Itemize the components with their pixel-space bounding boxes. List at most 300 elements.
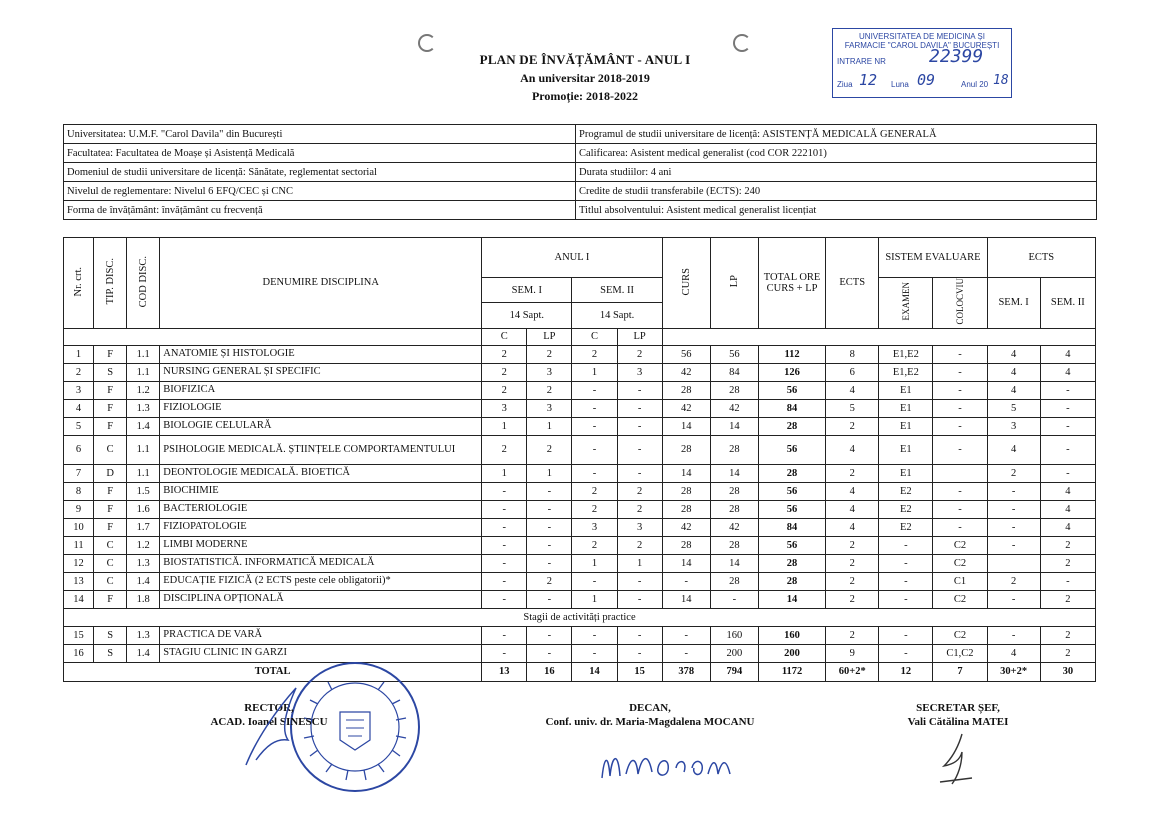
info-row xyxy=(64,163,1097,182)
practice-section-label: Stagii de activități practice xyxy=(64,608,1096,626)
row-tip: S xyxy=(94,363,127,381)
row-colocviu: C2 xyxy=(933,590,987,608)
total-examen: 12 xyxy=(879,662,933,681)
row-colocviu xyxy=(933,464,987,482)
row-ects-sem2: 2 xyxy=(1040,536,1095,554)
row-ects-sem1: 4 xyxy=(987,644,1040,662)
row-c1: - xyxy=(482,590,527,608)
row-c2: - xyxy=(572,644,617,662)
row-ects-sem2: - xyxy=(1040,381,1095,399)
row-examen: E1 xyxy=(879,464,933,482)
row-lp: 14 xyxy=(710,554,758,572)
row-name: FIZIOPATOLOGIE xyxy=(160,518,482,536)
row-ects-sem1: 4 xyxy=(987,363,1040,381)
row-lp1: - xyxy=(527,500,572,518)
row-ects-sem2: 2 xyxy=(1040,590,1095,608)
row-curs: 56 xyxy=(662,345,710,363)
page-title: PLAN DE ÎNVĂȚĂMÂNT - ANUL I xyxy=(479,52,691,67)
row-name: STAGIU CLINIC IN GARZI xyxy=(160,644,482,662)
row-lp1: - xyxy=(527,554,572,572)
row-name: ANATOMIE ȘI HISTOLOGIE xyxy=(160,345,482,363)
row-ects-sem1: - xyxy=(987,536,1040,554)
row-curs: 14 xyxy=(662,417,710,435)
academic-year: An universitar 2018-2019 xyxy=(520,71,650,85)
col-cod: COD DISC. xyxy=(127,238,160,329)
practice-section xyxy=(64,608,1096,626)
row-c1: 1 xyxy=(482,464,527,482)
row-lp2: 2 xyxy=(617,345,662,363)
row-ects: 4 xyxy=(826,500,879,518)
promotion: Promoție: 2018-2022 xyxy=(531,89,639,103)
row-tip: C xyxy=(94,554,127,572)
row-ects-sem1: - xyxy=(987,518,1040,536)
row-ects: 8 xyxy=(826,345,879,363)
row-curs: 28 xyxy=(662,536,710,554)
row-colocviu: - xyxy=(933,435,987,464)
dean-signature-block xyxy=(530,702,770,728)
row-c1: - xyxy=(482,500,527,518)
row-name: BIOSTATISTICĂ. INFORMATICĂ MEDICALĂ xyxy=(160,554,482,572)
row-lp2: - xyxy=(617,464,662,482)
row-ects-sem1: - xyxy=(987,500,1040,518)
row-lp1: - xyxy=(527,536,572,554)
row-tip: F xyxy=(94,500,127,518)
row-c1: - xyxy=(482,644,527,662)
info-program: Programul de studii universitare de licență: ASISTENȚĂ MEDICALĂ GENERALĂ xyxy=(576,125,1097,144)
row-ects-sem2: 2 xyxy=(1040,644,1095,662)
row-curs: 14 xyxy=(662,554,710,572)
row-lp1: - xyxy=(527,644,572,662)
row-nr: 11 xyxy=(64,536,94,554)
table-row xyxy=(64,417,1096,435)
col-weeks1: 14 Sapt. xyxy=(482,303,572,328)
table-row xyxy=(64,536,1096,554)
row-cod: 1.2 xyxy=(127,536,160,554)
table-row xyxy=(64,345,1096,363)
col-ects-group: ECTS xyxy=(987,238,1095,278)
dean-name: Conf. univ. dr. Maria-Magdalena MOCANU xyxy=(545,716,755,728)
row-c1: 2 xyxy=(482,435,527,464)
row-tip: F xyxy=(94,399,127,417)
col-name: DENUMIRE DISCIPLINA xyxy=(160,238,482,329)
row-colocviu: - xyxy=(933,345,987,363)
row-cod: 1.3 xyxy=(127,554,160,572)
row-ects-sem1: 2 xyxy=(987,464,1040,482)
row-colocviu: C1 xyxy=(933,572,987,590)
row-lp1: - xyxy=(527,590,572,608)
row-c1: - xyxy=(482,572,527,590)
curriculum-table xyxy=(63,237,1096,682)
col-colocviu: COLOCVIU xyxy=(933,278,987,329)
row-c2: - xyxy=(572,626,617,644)
col-examen: EXAMEN xyxy=(879,278,933,329)
row-lp: 28 xyxy=(710,381,758,399)
info-row xyxy=(64,144,1097,163)
row-c2: - xyxy=(572,417,617,435)
row-lp: 28 xyxy=(710,482,758,500)
row-ects: 2 xyxy=(826,590,879,608)
row-total: 84 xyxy=(758,399,825,417)
total-label: TOTAL xyxy=(64,662,482,681)
row-name: DISCIPLINA OPȚIONALĂ xyxy=(160,590,482,608)
row-examen: E1 xyxy=(879,399,933,417)
row-colocviu: - xyxy=(933,518,987,536)
row-cod: 1.3 xyxy=(127,399,160,417)
row-colocviu: - xyxy=(933,417,987,435)
row-ects: 2 xyxy=(826,417,879,435)
table-row xyxy=(64,500,1096,518)
row-colocviu: - xyxy=(933,381,987,399)
row-name: BIOLOGIE CELULARĂ xyxy=(160,417,482,435)
row-examen: E2 xyxy=(879,500,933,518)
col-year: ANUL I xyxy=(482,238,663,278)
row-cod: 1.6 xyxy=(127,500,160,518)
table-row xyxy=(64,435,1096,464)
stamp-month-label: Luna xyxy=(891,80,909,89)
table-row xyxy=(64,572,1096,590)
stamp-year-label: Anul 20 xyxy=(961,80,989,89)
row-total: 28 xyxy=(758,464,825,482)
info-row xyxy=(64,182,1097,201)
row-ects-sem2: 4 xyxy=(1040,363,1095,381)
row-ects-sem2: - xyxy=(1040,464,1095,482)
info-title: Titlul absolventului: Asistent medical generalist licențiat xyxy=(576,201,1097,220)
info-credits: Credite de studii transferabile (ECTS): 240 xyxy=(576,182,1097,201)
row-examen: E1 xyxy=(879,381,933,399)
total-colocviu: 7 xyxy=(933,662,987,681)
row-lp: 28 xyxy=(710,572,758,590)
table-row xyxy=(64,644,1096,662)
table-row xyxy=(64,381,1096,399)
col-c1: C xyxy=(482,328,527,345)
row-c1: - xyxy=(482,554,527,572)
row-lp1: 2 xyxy=(527,381,572,399)
row-lp2: - xyxy=(617,572,662,590)
punch-hole-left xyxy=(418,34,436,52)
row-cod: 1.1 xyxy=(127,345,160,363)
row-c2: 2 xyxy=(572,500,617,518)
col-lp1: LP xyxy=(527,328,572,345)
row-total: 56 xyxy=(758,500,825,518)
row-cod: 1.1 xyxy=(127,464,160,482)
info-level: Nivelul de reglementare: Nivelul 6 EFQ/CEC și CNC xyxy=(64,182,576,201)
row-total: 28 xyxy=(758,554,825,572)
row-lp: 160 xyxy=(710,626,758,644)
row-tip: S xyxy=(94,626,127,644)
rector-name: ACAD. Ioanel SINESCU xyxy=(210,716,328,728)
info-faculty: Facultatea: Facultatea de Moașe și Asistență Medicală xyxy=(64,144,576,163)
row-nr: 12 xyxy=(64,554,94,572)
stamp-number: 22399 xyxy=(929,46,984,67)
row-c1: 2 xyxy=(482,381,527,399)
row-cod: 1.7 xyxy=(127,518,160,536)
row-nr: 4 xyxy=(64,399,94,417)
row-ects-sem2: - xyxy=(1040,435,1095,464)
row-total: 28 xyxy=(758,572,825,590)
row-total: 84 xyxy=(758,518,825,536)
row-ects-sem1: 5 xyxy=(987,399,1040,417)
row-ects-sem1: 3 xyxy=(987,417,1040,435)
document-header xyxy=(420,52,750,104)
row-cod: 1.4 xyxy=(127,417,160,435)
row-lp1: - xyxy=(527,626,572,644)
row-colocviu: C1,C2 xyxy=(933,644,987,662)
row-lp1: 3 xyxy=(527,363,572,381)
info-duration: Durata studiilor: 4 ani xyxy=(576,163,1097,182)
info-university: Universitatea: U.M.F. "Carol Davila" din București xyxy=(64,125,576,144)
row-nr: 3 xyxy=(64,381,94,399)
row-c2: - xyxy=(572,399,617,417)
row-examen: E1,E2 xyxy=(879,345,933,363)
row-ects-sem2: 4 xyxy=(1040,500,1095,518)
row-tip: S xyxy=(94,644,127,662)
row-examen: E1,E2 xyxy=(879,363,933,381)
row-nr: 6 xyxy=(64,435,94,464)
row-examen: E2 xyxy=(879,518,933,536)
row-total: 28 xyxy=(758,417,825,435)
stamp-year: 18 xyxy=(993,73,1009,88)
row-ects: 4 xyxy=(826,518,879,536)
row-examen: E2 xyxy=(879,482,933,500)
program-info-table xyxy=(63,124,1097,220)
rector-handwritten-signature xyxy=(236,680,316,770)
row-lp2: - xyxy=(617,381,662,399)
row-total: 200 xyxy=(758,644,825,662)
punch-hole-right xyxy=(733,34,751,52)
secretary-name: Vali Cătălina MATEI xyxy=(907,716,1009,728)
row-tip: F xyxy=(94,345,127,363)
row-c2: 1 xyxy=(572,590,617,608)
table-row xyxy=(64,464,1096,482)
course-rows xyxy=(64,345,1096,608)
row-c2: - xyxy=(572,381,617,399)
row-ects-sem2: 2 xyxy=(1040,554,1095,572)
row-curs: 14 xyxy=(662,590,710,608)
row-lp1: - xyxy=(527,518,572,536)
secretary-title: SECRETAR ȘEF, xyxy=(916,702,1000,714)
table-row xyxy=(64,626,1096,644)
row-tip: C xyxy=(94,572,127,590)
col-ects-sem1: SEM. I xyxy=(987,278,1040,329)
table-row xyxy=(64,399,1096,417)
row-cod: 1.1 xyxy=(127,435,160,464)
row-name: DEONTOLOGIE MEDICALĂ. BIOETICĂ xyxy=(160,464,482,482)
row-lp1: 2 xyxy=(527,572,572,590)
row-lp: 56 xyxy=(710,345,758,363)
row-c1: 1 xyxy=(482,417,527,435)
row-curs: 42 xyxy=(662,399,710,417)
row-lp1: 2 xyxy=(527,345,572,363)
row-ects-sem2: 2 xyxy=(1040,626,1095,644)
row-tip: F xyxy=(94,381,127,399)
table-row xyxy=(64,482,1096,500)
info-qualification: Calificarea: Asistent medical generalist (cod COR 222101) xyxy=(576,144,1097,163)
row-lp: 200 xyxy=(710,644,758,662)
row-ects-sem2: - xyxy=(1040,572,1095,590)
row-nr: 15 xyxy=(64,626,94,644)
row-tip: D xyxy=(94,464,127,482)
row-c1: - xyxy=(482,536,527,554)
row-c1: 2 xyxy=(482,345,527,363)
row-ects: 5 xyxy=(826,399,879,417)
row-total: 14 xyxy=(758,590,825,608)
info-domain: Domeniul de studii universitare de licență: Sănătate, reglementat sectorial xyxy=(64,163,576,182)
row-ects-sem1: - xyxy=(987,626,1040,644)
row-c2: 2 xyxy=(572,536,617,554)
row-curs: 14 xyxy=(662,464,710,482)
row-ects: 4 xyxy=(826,435,879,464)
row-name: EDUCAȚIE FIZICĂ (2 ECTS peste cele obligatorii)* xyxy=(160,572,482,590)
row-nr: 13 xyxy=(64,572,94,590)
stamp-intrare-label: INTRARE NR xyxy=(837,57,886,66)
row-tip: F xyxy=(94,518,127,536)
row-curs: 28 xyxy=(662,482,710,500)
stamp-month: 09 xyxy=(917,71,936,89)
total-section xyxy=(64,662,1096,681)
row-cod: 1.2 xyxy=(127,381,160,399)
header-row-4 xyxy=(64,328,1096,345)
row-ects-sem1: 4 xyxy=(987,345,1040,363)
row-ects-sem2: 4 xyxy=(1040,482,1095,500)
info-row xyxy=(64,125,1097,144)
row-name: BIOCHIMIE xyxy=(160,482,482,500)
row-colocviu: - xyxy=(933,500,987,518)
row-c2: 1 xyxy=(572,363,617,381)
row-curs: 28 xyxy=(662,435,710,464)
row-total: 126 xyxy=(758,363,825,381)
row-nr: 16 xyxy=(64,644,94,662)
row-nr: 2 xyxy=(64,363,94,381)
row-c2: 3 xyxy=(572,518,617,536)
col-sem1: SEM. I xyxy=(482,278,572,303)
row-curs: 42 xyxy=(662,363,710,381)
row-tip: C xyxy=(94,536,127,554)
row-tip: C xyxy=(94,435,127,464)
dean-title: DECAN, xyxy=(629,702,671,714)
row-tip: F xyxy=(94,417,127,435)
dean-handwritten-signature xyxy=(596,738,766,788)
table-row xyxy=(64,518,1096,536)
row-c2: 2 xyxy=(572,345,617,363)
stamp-line-2: FARMACIE "CAROL DAVILA" BUCUREȘTI xyxy=(844,41,1000,50)
row-cod: 1.5 xyxy=(127,482,160,500)
total-lp2: 15 xyxy=(617,662,662,681)
row-lp2: 2 xyxy=(617,482,662,500)
row-total: 112 xyxy=(758,345,825,363)
row-name: PSIHOLOGIE MEDICALĂ. ȘTIINȚELE COMPORTAMENTULUI xyxy=(160,435,482,464)
row-lp: 14 xyxy=(710,417,758,435)
row-nr: 1 xyxy=(64,345,94,363)
total-curs: 378 xyxy=(662,662,710,681)
row-curs: - xyxy=(662,572,710,590)
row-nr: 10 xyxy=(64,518,94,536)
row-lp2: - xyxy=(617,435,662,464)
row-lp: 42 xyxy=(710,399,758,417)
row-name: NURSING GENERAL ȘI SPECIFIC xyxy=(160,363,482,381)
col-tip: TIP. DISC. xyxy=(94,238,127,329)
col-total: TOTAL ORE CURS + LP xyxy=(758,238,825,329)
secretary-handwritten-signature xyxy=(932,730,982,790)
row-colocviu: - xyxy=(933,399,987,417)
row-c1: 2 xyxy=(482,363,527,381)
row-lp2: 3 xyxy=(617,518,662,536)
row-lp1: 2 xyxy=(527,435,572,464)
row-lp2: - xyxy=(617,644,662,662)
row-curs: 28 xyxy=(662,500,710,518)
row-ects: 2 xyxy=(826,572,879,590)
row-cod: 1.3 xyxy=(127,626,160,644)
col-weeks2: 14 Sapt. xyxy=(572,303,662,328)
row-ects: 2 xyxy=(826,554,879,572)
total-lp1: 16 xyxy=(527,662,572,681)
row-ects: 4 xyxy=(826,482,879,500)
row-examen: - xyxy=(879,572,933,590)
row-name: BIOFIZICA xyxy=(160,381,482,399)
row-name: BACTERIOLOGIE xyxy=(160,500,482,518)
table-row xyxy=(64,363,1096,381)
row-lp2: 2 xyxy=(617,500,662,518)
col-ects: ECTS xyxy=(826,238,879,329)
row-lp: 28 xyxy=(710,435,758,464)
row-ects-sem1 xyxy=(987,554,1040,572)
row-colocviu: C2 xyxy=(933,626,987,644)
total-ects: 60+2* xyxy=(826,662,879,681)
row-examen: - xyxy=(879,626,933,644)
row-curs: - xyxy=(662,644,710,662)
stamp-line-1: UNIVERSITATEA DE MEDICINA ȘI xyxy=(859,32,985,41)
row-lp1: - xyxy=(527,482,572,500)
row-ects-sem2: - xyxy=(1040,417,1095,435)
row-c2: - xyxy=(572,464,617,482)
row-cod: 1.1 xyxy=(127,363,160,381)
row-ects-sem2: 4 xyxy=(1040,518,1095,536)
row-c1: - xyxy=(482,518,527,536)
row-lp2: - xyxy=(617,399,662,417)
row-examen: - xyxy=(879,644,933,662)
col-lp2: LP xyxy=(617,328,662,345)
row-lp1: 1 xyxy=(527,417,572,435)
row-name: LIMBI MODERNE xyxy=(160,536,482,554)
secretary-signature-block xyxy=(888,702,1028,728)
col-ects-sem2: SEM. II xyxy=(1040,278,1095,329)
row-lp1: 1 xyxy=(527,464,572,482)
total-hours: 1172 xyxy=(758,662,825,681)
row-lp: 42 xyxy=(710,518,758,536)
row-cod: 1.8 xyxy=(127,590,160,608)
info-form: Forma de învățământ: învățământ cu frecvență xyxy=(64,201,576,220)
row-cod: 1.4 xyxy=(127,644,160,662)
total-lp: 794 xyxy=(710,662,758,681)
row-lp2: - xyxy=(617,417,662,435)
total-row xyxy=(64,662,1096,681)
row-ects: 6 xyxy=(826,363,879,381)
row-nr: 7 xyxy=(64,464,94,482)
total-c2: 14 xyxy=(572,662,617,681)
practice-section-header xyxy=(64,608,1096,626)
row-c1: - xyxy=(482,626,527,644)
row-lp2: - xyxy=(617,590,662,608)
col-sem2: SEM. II xyxy=(572,278,662,303)
row-colocviu: C2 xyxy=(933,536,987,554)
row-lp: 14 xyxy=(710,464,758,482)
row-lp2: 3 xyxy=(617,363,662,381)
header-row-1 xyxy=(64,238,1096,278)
total-ects-sem2: 30 xyxy=(1040,662,1095,681)
col-curs: CURS xyxy=(662,238,710,329)
row-lp1: 3 xyxy=(527,399,572,417)
row-ects: 2 xyxy=(826,464,879,482)
row-tip: F xyxy=(94,482,127,500)
